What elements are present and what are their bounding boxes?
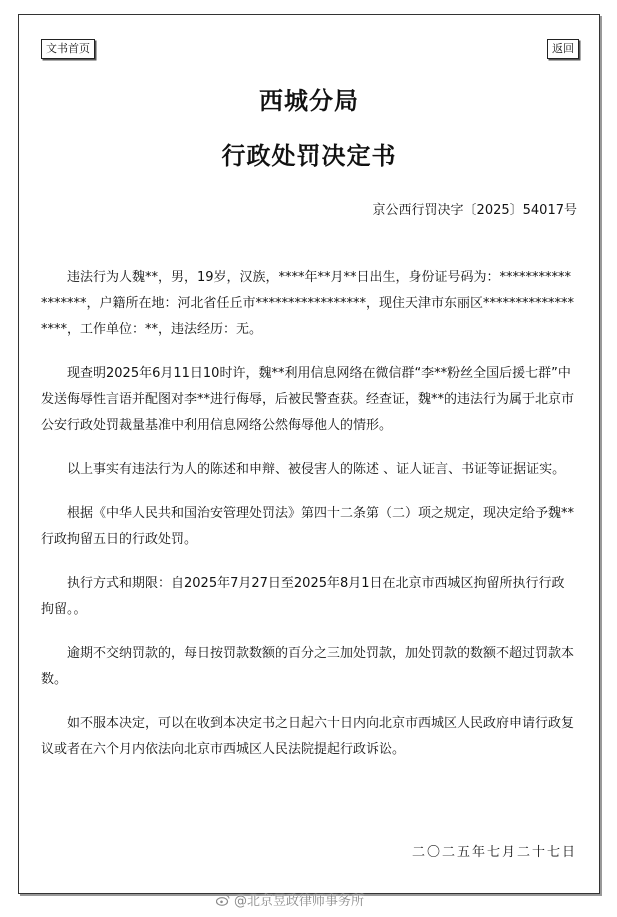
paragraph-facts: 现查明2025年6月11日10时许，魏**利用信息网络在微信群“李**粉丝全国后援七群”中发送侮辱性言语并配图对李**进行侮辱，后被民警查获。经查证，魏**的违法行为属于北京市公安行政处罚裁量基准中利用信息网络公然侮辱他人的情形。 xyxy=(41,366,575,433)
doc-home-button[interactable]: 文书首页 xyxy=(41,39,95,59)
issuer-title: 西城分局 xyxy=(259,86,359,115)
watermark xyxy=(216,890,364,909)
document-title: 行政处罚决定书 xyxy=(221,141,397,170)
weibo-icon xyxy=(216,894,230,906)
document-number: 京公西行罚决字〔2025〕54017号 xyxy=(372,203,577,218)
watermark-text: @北京昱政律师事务所 xyxy=(234,894,365,909)
document-page xyxy=(18,14,600,894)
document-body xyxy=(41,265,577,781)
paragraph-offender-info: 违法行为人魏**，男，19岁，汉族，****年**月**日出生，身份证号码为：******************，户籍所在地：河北省任丘市*****************，现住天津市东丽区******************，工作单位：**，违法经历：无。 xyxy=(41,270,575,337)
paragraph-late-fine: 逾期不交纳罚款的，每日按罚款数额的百分之三加处罚款，加处罚款的数额不超过罚款本数。 xyxy=(41,646,575,687)
paragraph-legal-basis: 根据《中华人民共和国治安管理处罚法》第四十二条第（二）项之规定，现决定给予魏**行政拘留五日的行政处罚。 xyxy=(41,506,575,547)
paragraph-evidence: 以上事实有违法行为人的陈述和申辩、被侵害人的陈述 、证人证言、书证等证据证实。 xyxy=(67,462,566,477)
document-date: 二〇二五年七月二十七日 xyxy=(411,845,577,860)
back-button[interactable]: 返回 xyxy=(547,39,579,59)
paragraph-execution: 执行方式和期限：自2025年7月27日至2025年8月1日在北京市西城区拘留所执行行政拘留。。 xyxy=(41,576,565,617)
paragraph-appeal: 如不服本决定，可以在收到本决定书之日起六十日内向北京市西城区人民政府申请行政复议或者在六个月内依法向北京市西城区人民法院提起行政诉讼。 xyxy=(41,716,575,757)
